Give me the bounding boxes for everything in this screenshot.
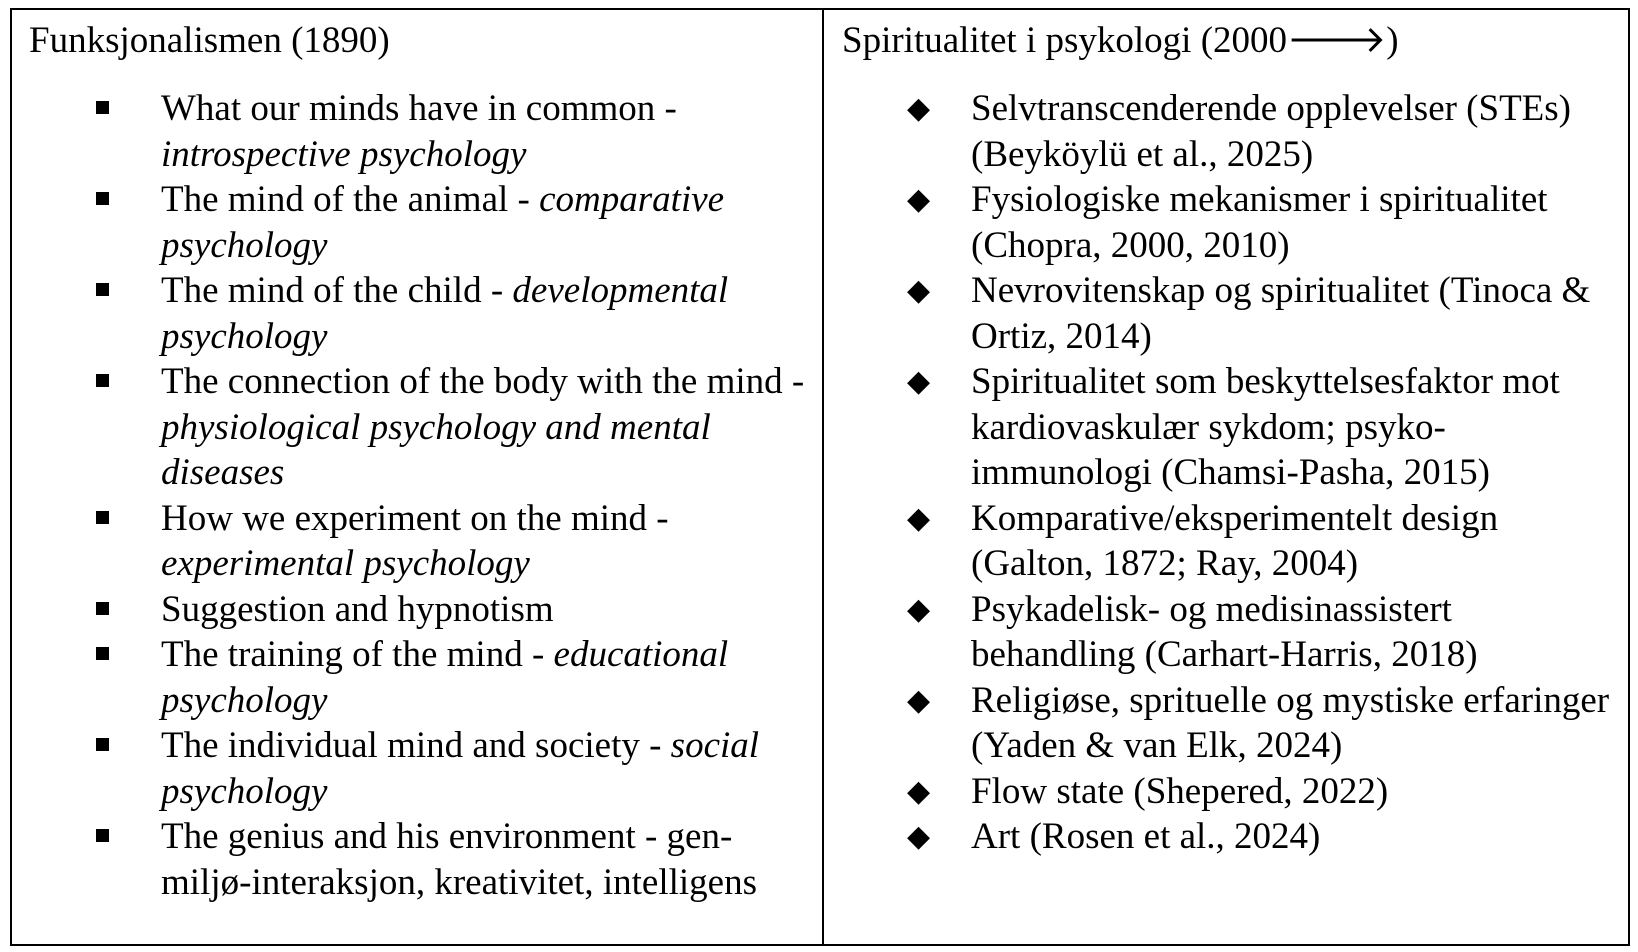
item-text: Suggestion and hypnotism bbox=[161, 588, 554, 630]
list-item bbox=[842, 496, 1622, 587]
square-bullet-icon bbox=[96, 647, 109, 660]
list-item bbox=[29, 268, 814, 359]
item-text: Religiøse, sprituelle og mystiske erfaringer (Yaden & van Elk, 2024) bbox=[971, 679, 1610, 766]
item-text: The connection of the body with the mind - bbox=[161, 361, 805, 402]
list-item bbox=[29, 177, 814, 268]
item-text: The genius and his environment - gen-miljø-interaksjon, kreativitet, intelligens bbox=[161, 816, 757, 903]
diamond-bullet-icon: ◆ bbox=[907, 273, 931, 308]
diamond-bullet-icon: ◆ bbox=[907, 819, 931, 854]
list-item bbox=[842, 587, 1622, 678]
item-text: The training of the mind - bbox=[161, 634, 554, 675]
item-text: Komparative/eksperimentelt design (Galton, 1872; Ray, 2004) bbox=[971, 497, 1499, 584]
item-text: Nevrovitenskap og spiritualitet (Tinoca & Ortiz, 2014) bbox=[971, 270, 1591, 357]
item-text: Art (Rosen et al., 2024) bbox=[971, 816, 1321, 857]
right-column bbox=[824, 10, 1628, 944]
diamond-bullet-icon: ◆ bbox=[907, 682, 931, 718]
diamond-bullet-icon: ◆ bbox=[907, 591, 931, 627]
item-italic-text: comparative psychology bbox=[161, 179, 725, 266]
comparison-table bbox=[10, 8, 1630, 946]
square-bullet-icon bbox=[96, 283, 109, 296]
item-text: Selvtranscenderende opplevelser (STEs) (Beyköylü et al., 2025) bbox=[971, 88, 1572, 175]
item-text: Psykadelisk- og medisinassistert behandling (Carhart-Harris, 2018) bbox=[971, 588, 1478, 675]
square-bullet-icon bbox=[96, 511, 109, 524]
item-text: The mind of the animal - bbox=[161, 179, 540, 220]
item-text: Fysiologiske mekanismer i spiritualitet (Chopra, 2000, 2010) bbox=[971, 179, 1548, 266]
list-item bbox=[842, 769, 1622, 815]
left-column-list bbox=[29, 86, 814, 905]
list-item bbox=[29, 632, 814, 723]
list-item bbox=[842, 678, 1622, 769]
item-italic-text: introspective psychology bbox=[161, 133, 527, 175]
square-bullet-icon bbox=[96, 602, 109, 615]
list-item bbox=[29, 359, 814, 496]
square-bullet-icon bbox=[96, 101, 109, 114]
list-item bbox=[29, 86, 814, 177]
diamond-bullet-icon: ◆ bbox=[907, 182, 931, 217]
item-italic-text: developmental psychology bbox=[161, 270, 729, 357]
square-bullet-icon bbox=[96, 374, 109, 387]
diamond-bullet-icon: ◆ bbox=[907, 773, 931, 809]
square-bullet-icon bbox=[96, 192, 109, 205]
right-column-list bbox=[842, 86, 1622, 860]
item-italic-text: experimental psychology bbox=[161, 543, 530, 584]
item-text: The individual mind and society - bbox=[161, 725, 671, 766]
right-column-heading: Spiritualitet i psykologi (2000🡒) bbox=[842, 20, 1399, 61]
item-text: What our minds have in common - bbox=[161, 88, 677, 129]
list-item bbox=[29, 587, 814, 633]
item-text: How we experiment on the mind - bbox=[161, 497, 669, 539]
item-text: Spiritualitet som beskyttelsesfaktor mot kardiovaskulær sykdom; psyko-immunologi (Chamsi-Pasha, 2015) bbox=[971, 361, 1560, 493]
list-item bbox=[29, 723, 814, 814]
diamond-bullet-icon: ◆ bbox=[907, 364, 931, 399]
list-item bbox=[842, 268, 1622, 359]
item-text: Flow state (Shepered, 2022) bbox=[971, 770, 1389, 812]
left-column bbox=[12, 10, 824, 944]
square-bullet-icon bbox=[96, 738, 109, 751]
square-bullet-icon bbox=[96, 829, 109, 842]
list-item bbox=[842, 359, 1622, 496]
item-italic-text: physiological psychology and mental diseases bbox=[161, 406, 711, 493]
list-item bbox=[842, 86, 1622, 177]
diamond-bullet-icon: ◆ bbox=[907, 500, 931, 536]
item-italic-text: social psychology bbox=[161, 725, 760, 812]
diamond-bullet-icon: ◆ bbox=[907, 91, 931, 126]
list-item bbox=[842, 814, 1622, 860]
left-column-heading: Funksjonalismen (1890) bbox=[29, 20, 390, 61]
list-item bbox=[842, 177, 1622, 268]
item-text: The mind of the child - bbox=[161, 270, 513, 311]
list-item bbox=[29, 814, 814, 905]
list-item bbox=[29, 496, 814, 587]
item-italic-text: educational psychology bbox=[161, 634, 729, 721]
